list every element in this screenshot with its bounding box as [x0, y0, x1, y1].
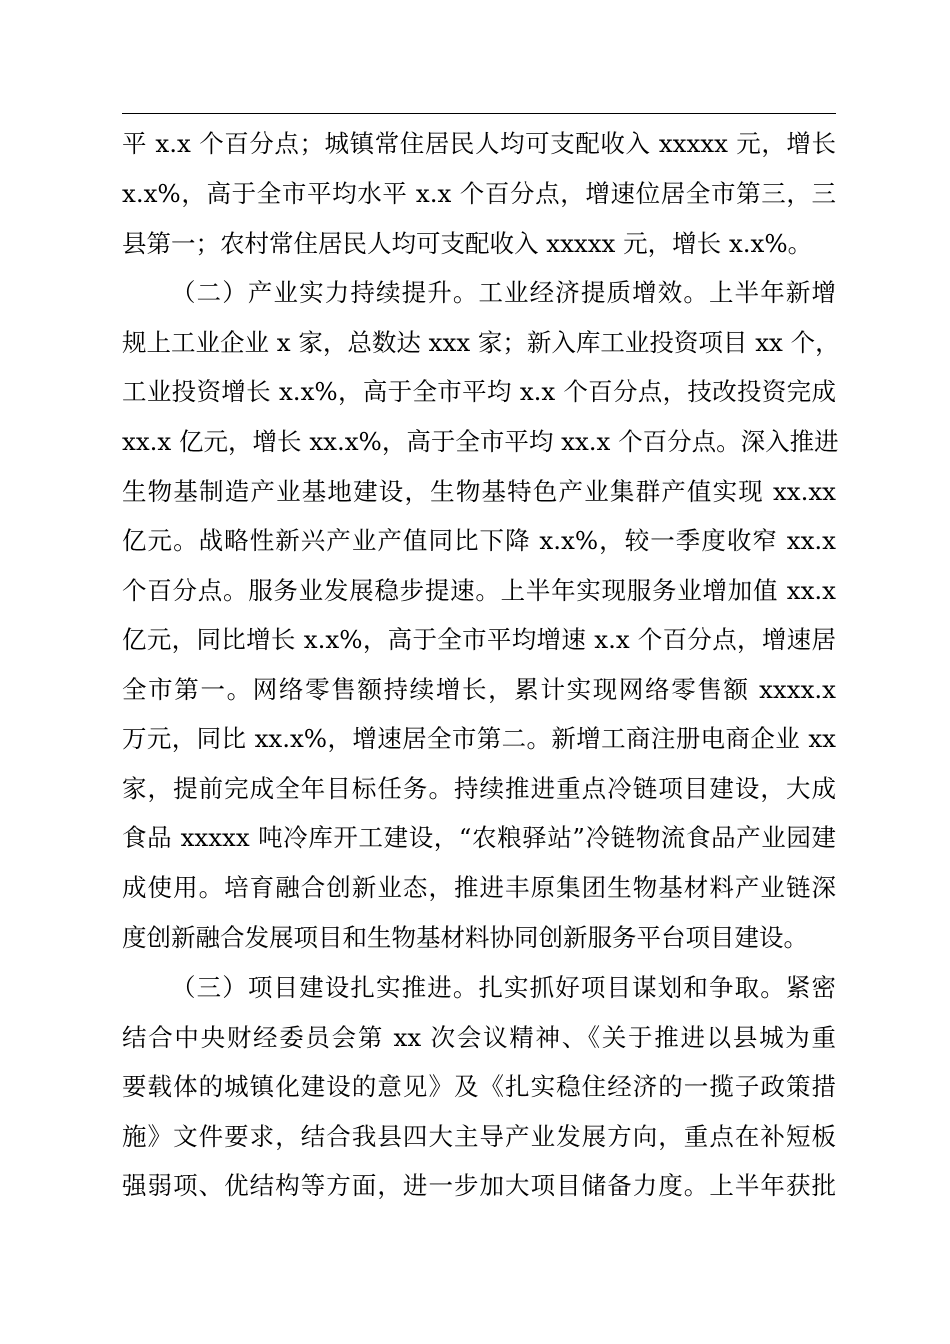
text-line: 食品 xxxxx 吨冷库开工建设，“农粮驿站”冷链物流食品产业园建: [122, 823, 836, 852]
section-heading-line: （三）项目建设扎实推进。扎实抓好项目谋划和争取。紧密: [171, 973, 836, 1002]
text-line: 亿元，同比增长 x.x%，高于全市平均增速 x.x 个百分点，增速居: [122, 625, 836, 654]
text-line: 全市第一。网络零售额持续增长，累计实现网络零售额 xxxx.x: [122, 675, 836, 704]
text-line: 强弱项、优结构等方面，进一步加大项目储备力度。上半年获批: [122, 1171, 836, 1200]
text-line: 规上工业企业 x 家，总数达 xxx 家；新入库工业投资项目 xx 个，: [122, 328, 840, 357]
text-line: 生物基制造产业基地建设，生物基特色产业集群产值实现 xx.xx: [122, 477, 836, 506]
text-line: 成使用。培育融合创新业态，推进丰原集团生物基材料产业链深: [122, 873, 836, 902]
text-line: 家，提前完成全年目标任务。持续推进重点冷链项目建设，大成: [122, 774, 836, 803]
text-line: 亿元。战略性新兴产业产值同比下降 x.x%，较一季度收窄 xx.x: [122, 526, 836, 555]
text-line: xx.x 亿元，增长 xx.x%，高于全市平均 xx.x 个百分点。深入推进: [122, 427, 839, 456]
text-line: 县第一；农村常住居民人均可支配收入 xxxxx 元，增长 x.x%。: [122, 229, 813, 258]
text-line: 要载体的城镇化建设的意见》及《扎实稳住经济的一揽子政策措: [122, 1072, 836, 1101]
text-line: x.x%，高于全市平均水平 x.x 个百分点，增速位居全市第三，三: [122, 179, 836, 208]
text-line: 工业投资增长 x.x%，高于全市平均 x.x 个百分点，技改投资完成: [122, 377, 836, 406]
text-line: 万元，同比 xx.x%，增速居全市第二。新增工商注册电商企业 xx: [122, 724, 836, 753]
text-line: 结合中央财经委员会第 xx 次会议精神、《关于推进以县城为重: [122, 1023, 836, 1052]
text-line: 个百分点。服务业发展稳步提速。上半年实现服务业增加值 xx.x: [122, 576, 836, 605]
text-line: 平 x.x 个百分点；城镇常住居民人均可支配收入 xxxxx 元，增长: [122, 129, 836, 158]
text-line: 度创新融合发展项目和生物基材料协同创新服务平台项目建设。: [122, 923, 808, 952]
text-line: 施》文件要求，结合我县四大主导产业发展方向，重点在补短板: [122, 1122, 836, 1151]
section-heading-line: （二）产业实力持续提升。工业经济提质增效。上半年新增: [171, 278, 836, 307]
header-rule: [122, 113, 836, 114]
